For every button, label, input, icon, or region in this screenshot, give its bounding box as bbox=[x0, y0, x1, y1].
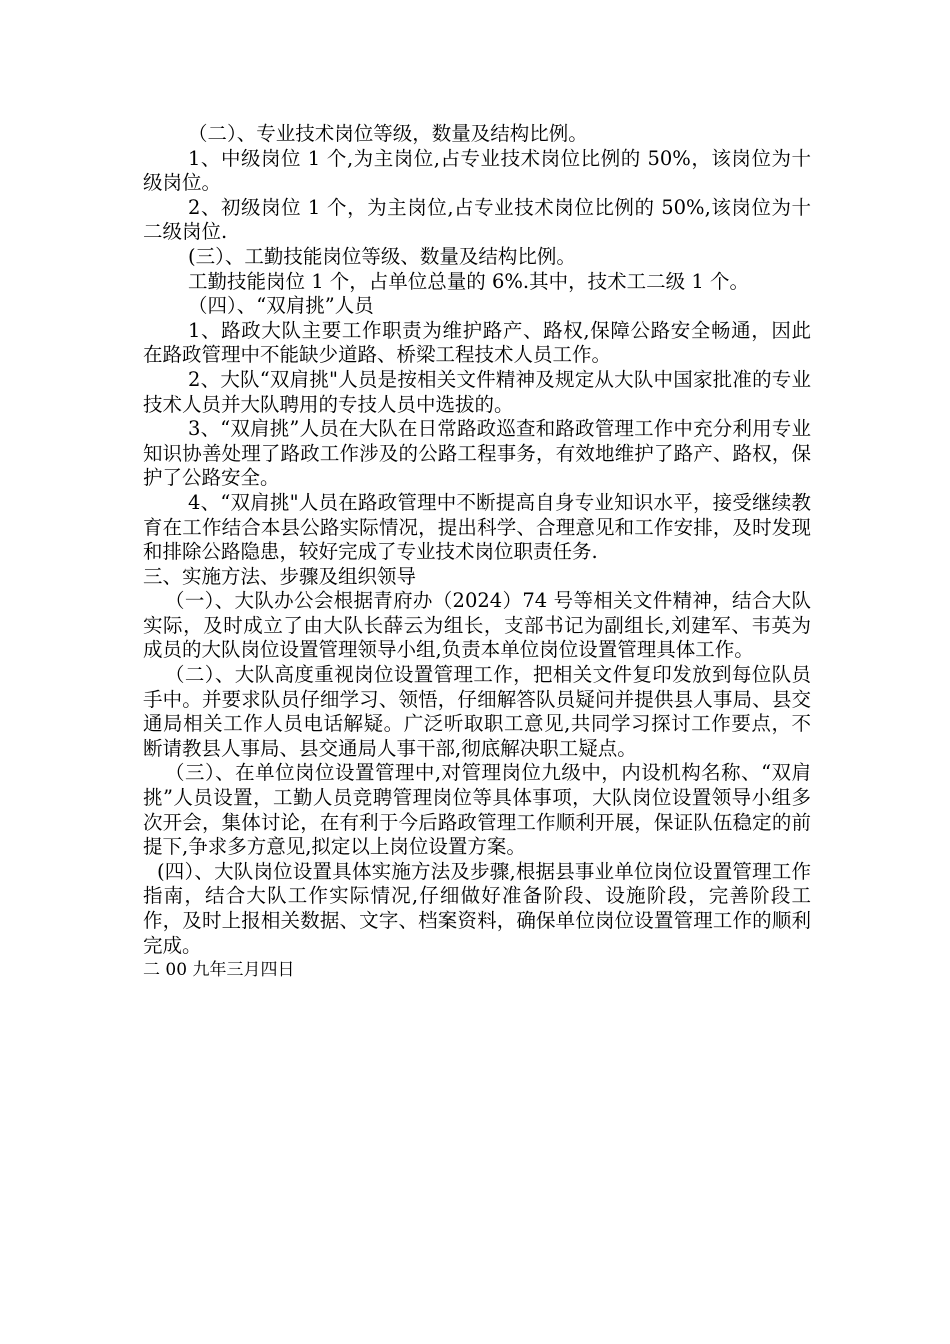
paragraph-implementation-2: （二）、大队高度重视岗位设置管理工作，把相关文件复印发放到每位队员手中。并要求队员仔细学习、领悟，仔细解答队员疑问并提供县人事局、县交通局相关工作人员电话解疑。广泛听取职工意见,共同学习探讨工作要点，不断请教县人事局、县交通局人事干部,彻底解决职工疑点。 bbox=[143, 663, 811, 760]
section-heading-implementation: 三、实施方法、步骤及组织领导 bbox=[143, 564, 417, 588]
paragraph-dual-role-2: 2、大队“双肩挑"人员是按相关文件精神及规定从大队中国家批准的专业技术人员并大队聘用的专技人员中选拔的。 bbox=[143, 367, 811, 416]
paragraph-implementation-3: （三）、在单位岗位设置管理中,对管理岗位九级中，内设机构名称、“双肩挑”人员设置，工勤人员竞聘管理岗位等具体事项，大队岗位设置领导小组多次开会，集体讨论，在有利于今后路政管理工作顺利开展，保证队伍稳定的前提下,争求多方意见,拟定以上岗位设置方案。 bbox=[143, 761, 811, 859]
section-heading-dual-role: （四）、“双肩挑”人员 bbox=[188, 294, 374, 318]
document-body bbox=[143, 122, 811, 983]
paragraph-dual-role-4: 4、“双肩挑"人员在路政管理中不断提高自身专业知识水平，接受继续教育在工作结合本县公路实际情况，提出科学、合理意见和工作安排，及时发现和排除公路隐患，较好完成了专业技术岗位职责任务. bbox=[143, 490, 811, 564]
document-date: 二 00 九年三月四日 bbox=[143, 960, 295, 981]
paragraph-intermediate-post: 1、中级岗位 1 个,为主岗位,占专业技术岗位比例的 50%，该岗位为十级岗位。 bbox=[143, 146, 811, 195]
paragraph-implementation-1: （一）、大队办公会根据青府办（2024）74 号等相关文件精神，结合大队实际，及时成立了由大队长薛云为组长，支部书记为副组长,刘建军、韦英为成员的大队岗位设置管理领导小组,负责本单位岗位设置管理具体工作。 bbox=[143, 589, 811, 662]
section-heading-professional-posts: （二）、专业技术岗位等级，数量及结构比例。 bbox=[188, 122, 588, 145]
paragraph-junior-post: 2、初级岗位 1 个，为主岗位,占专业技术岗位比例的 50%,该岗位为十二级岗位. bbox=[143, 195, 811, 244]
paragraph-implementation-4: (四）、大队岗位设置具体实施方法及步骤,根据县事业单位岗位设置管理工作指南，结合大队工作实际情况,仔细做好准备阶段、设施阶段，完善阶段工作，及时上报相关数据、文字、档案资料，确保单位岗位设置管理工作的顺利完成。 bbox=[143, 859, 811, 957]
paragraph-dual-role-1: 1、路政大队主要工作职责为维护路产、路权,保障公路安全畅通，因此在路政管理中不能缺少道路、桥梁工程技术人员工作。 bbox=[143, 318, 811, 367]
paragraph-dual-role-3: 3、“双肩挑”人员在大队在日常路政巡查和路政管理工作中充分利用专业知识协善处理了路政工作涉及的公路工程事务，有效地维护了路产、路权，保护了公路安全。 bbox=[143, 417, 811, 490]
section-heading-skill-posts: (三）、工勤技能岗位等级、数量及结构比例。 bbox=[188, 244, 576, 268]
paragraph-skill-post-count: 工勤技能岗位 1 个，占单位总量的 6%.其中，技术工二级 1 个。 bbox=[188, 269, 749, 293]
